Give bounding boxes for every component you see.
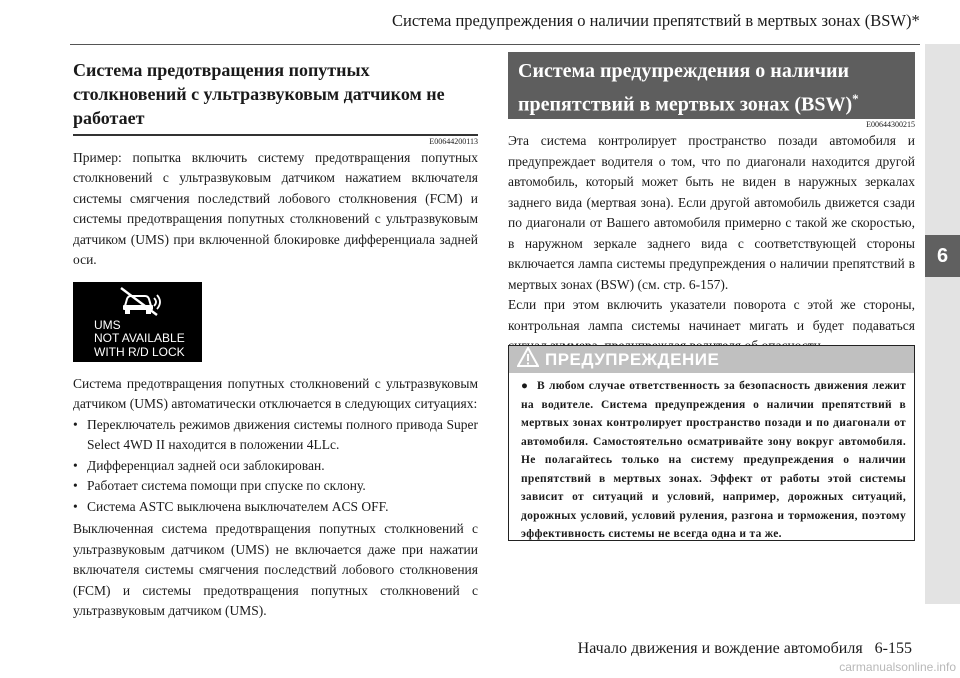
bullet-icon: •: [73, 457, 78, 473]
ums-display-text: [94, 319, 185, 360]
page-header-title: Система предупреждения о наличии препятствий в мертвых зонах (BSW)*: [392, 11, 920, 30]
warning-box: [508, 345, 915, 541]
warning-text: ● В любом случае ответственность за безопасность движения лежит на водителе. Система предупреждения о наличии препятствий в мертвых зонах контролирует пространство позади и по диагонали от автомобиля. Самостоятельно осматривайте зону вокруг автомобиля. Не полагайтесь только на систему предупреждения о наличии препятствий в мертвых зонах. Эффект от работы этой системы зависит от ситуаций и условий, например, дорожных ситуаций, дорожных условий, условий руления, разгона и торможения, поэтому эффективность системы не всегда одна и та же.: [509, 373, 914, 544]
left-column: [73, 52, 478, 622]
warning-triangle-icon: [517, 347, 545, 372]
page-footer: [480, 640, 912, 658]
bsw-turn-signal-paragraph: Если при этом включить указатели поворота с этой же стороны, контрольная лампа системы начинает мигать и будет подаваться: [508, 297, 915, 333]
bullet-icon: ●: [521, 380, 529, 392]
watermark: carmanualsonline.info: [839, 660, 956, 674]
chapter-side-strip: [925, 44, 960, 604]
ums-display-line1: UMS: [94, 317, 121, 332]
conditions-list: [73, 415, 478, 518]
header-divider: [70, 44, 920, 45]
section-banner-bsw: [508, 52, 915, 119]
page-number: 6-155: [874, 640, 912, 657]
warning-header: [509, 346, 914, 373]
list-item: • Переключатель режимов движения системы полного привода Super Select 4WD II находится в положении 4LLc.: [73, 416, 478, 452]
ums-off-icon: [115, 286, 163, 321]
ums-display-line3: WITH R/D LOCK: [94, 344, 185, 359]
section-code: E00644200113: [429, 136, 478, 146]
bullet-icon: •: [73, 478, 78, 493]
footer-section-title: Начало движения и вождение автомобиля: [577, 640, 863, 657]
conditions-intro: Система предотвращения попутных столкновений с ультразвуковым датчиком (UMS) автоматически отключается в следующих ситуациях:: [73, 375, 478, 411]
bsw-description-paragraph: Эта система контролирует пространство позади автомобиля и предупреждает водителя о том, что по диагонали находится другой автомобиль, который может быть не виден в наружных зеркалах заднего вида (мертвая зона). Если другой автомобиль движется сзади по диагонали от Вашего автомобиля примерно с такой же скоростью, в наружном зеркале заднего вида с соответствующей стороны включается лампа системы предупреждения о наличии препятствий в мертвых зонах (BSW) (см. стр. 6-157).: [508, 133, 915, 292]
section-code: E00644300215: [866, 120, 915, 129]
bullet-icon: •: [73, 416, 78, 432]
list-item: • Система ASTC выключена выключателем ACS OFF.: [73, 497, 478, 518]
ums-display-image: [73, 282, 202, 362]
list-item: • Работает система помощи при спуске по склону.: [73, 476, 478, 497]
banner-asterisk: *: [852, 91, 859, 106]
list-item: • Дифференциал задней оси заблокирован.: [73, 456, 478, 477]
banner-title: Система предупреждения о наличии препятствий в мертвых зонах (BSW): [518, 60, 853, 116]
right-column: [508, 52, 915, 357]
chapter-tab[interactable]: 6: [925, 235, 960, 277]
section-heading-ums: Система предотвращения попутных столкновений с ультразвуковым датчиком не работает: [73, 60, 445, 128]
ums-display-line2: NOT AVAILABLE: [94, 331, 185, 345]
warning-title: ПРЕДУПРЕЖДЕНИЕ: [545, 349, 720, 369]
heading-divider: [73, 134, 478, 136]
intro-paragraph: Пример: попытка включить систему предотвращения попутных столкновений с ультразвуковым датчиком нажатием включателя системы смягчения последствий лобового столкновения (FCM) и системы предотвращения попутных столкновений с ультразвуковым датчиком (UMS) при включенной блокировке дифференциала задней оси.: [73, 149, 478, 267]
disabled-note-paragraph: Выключенная система предотвращения попутных столкновений с ультразвуковым датчиком (UMS) не включается даже при нажатии включателя системы смягчения последствий лобового столкновения (FCM) и системы предотвращения попутных столкновений с ультразвуковым датчиком (UMS).: [73, 521, 478, 618]
bullet-icon: •: [73, 498, 78, 514]
